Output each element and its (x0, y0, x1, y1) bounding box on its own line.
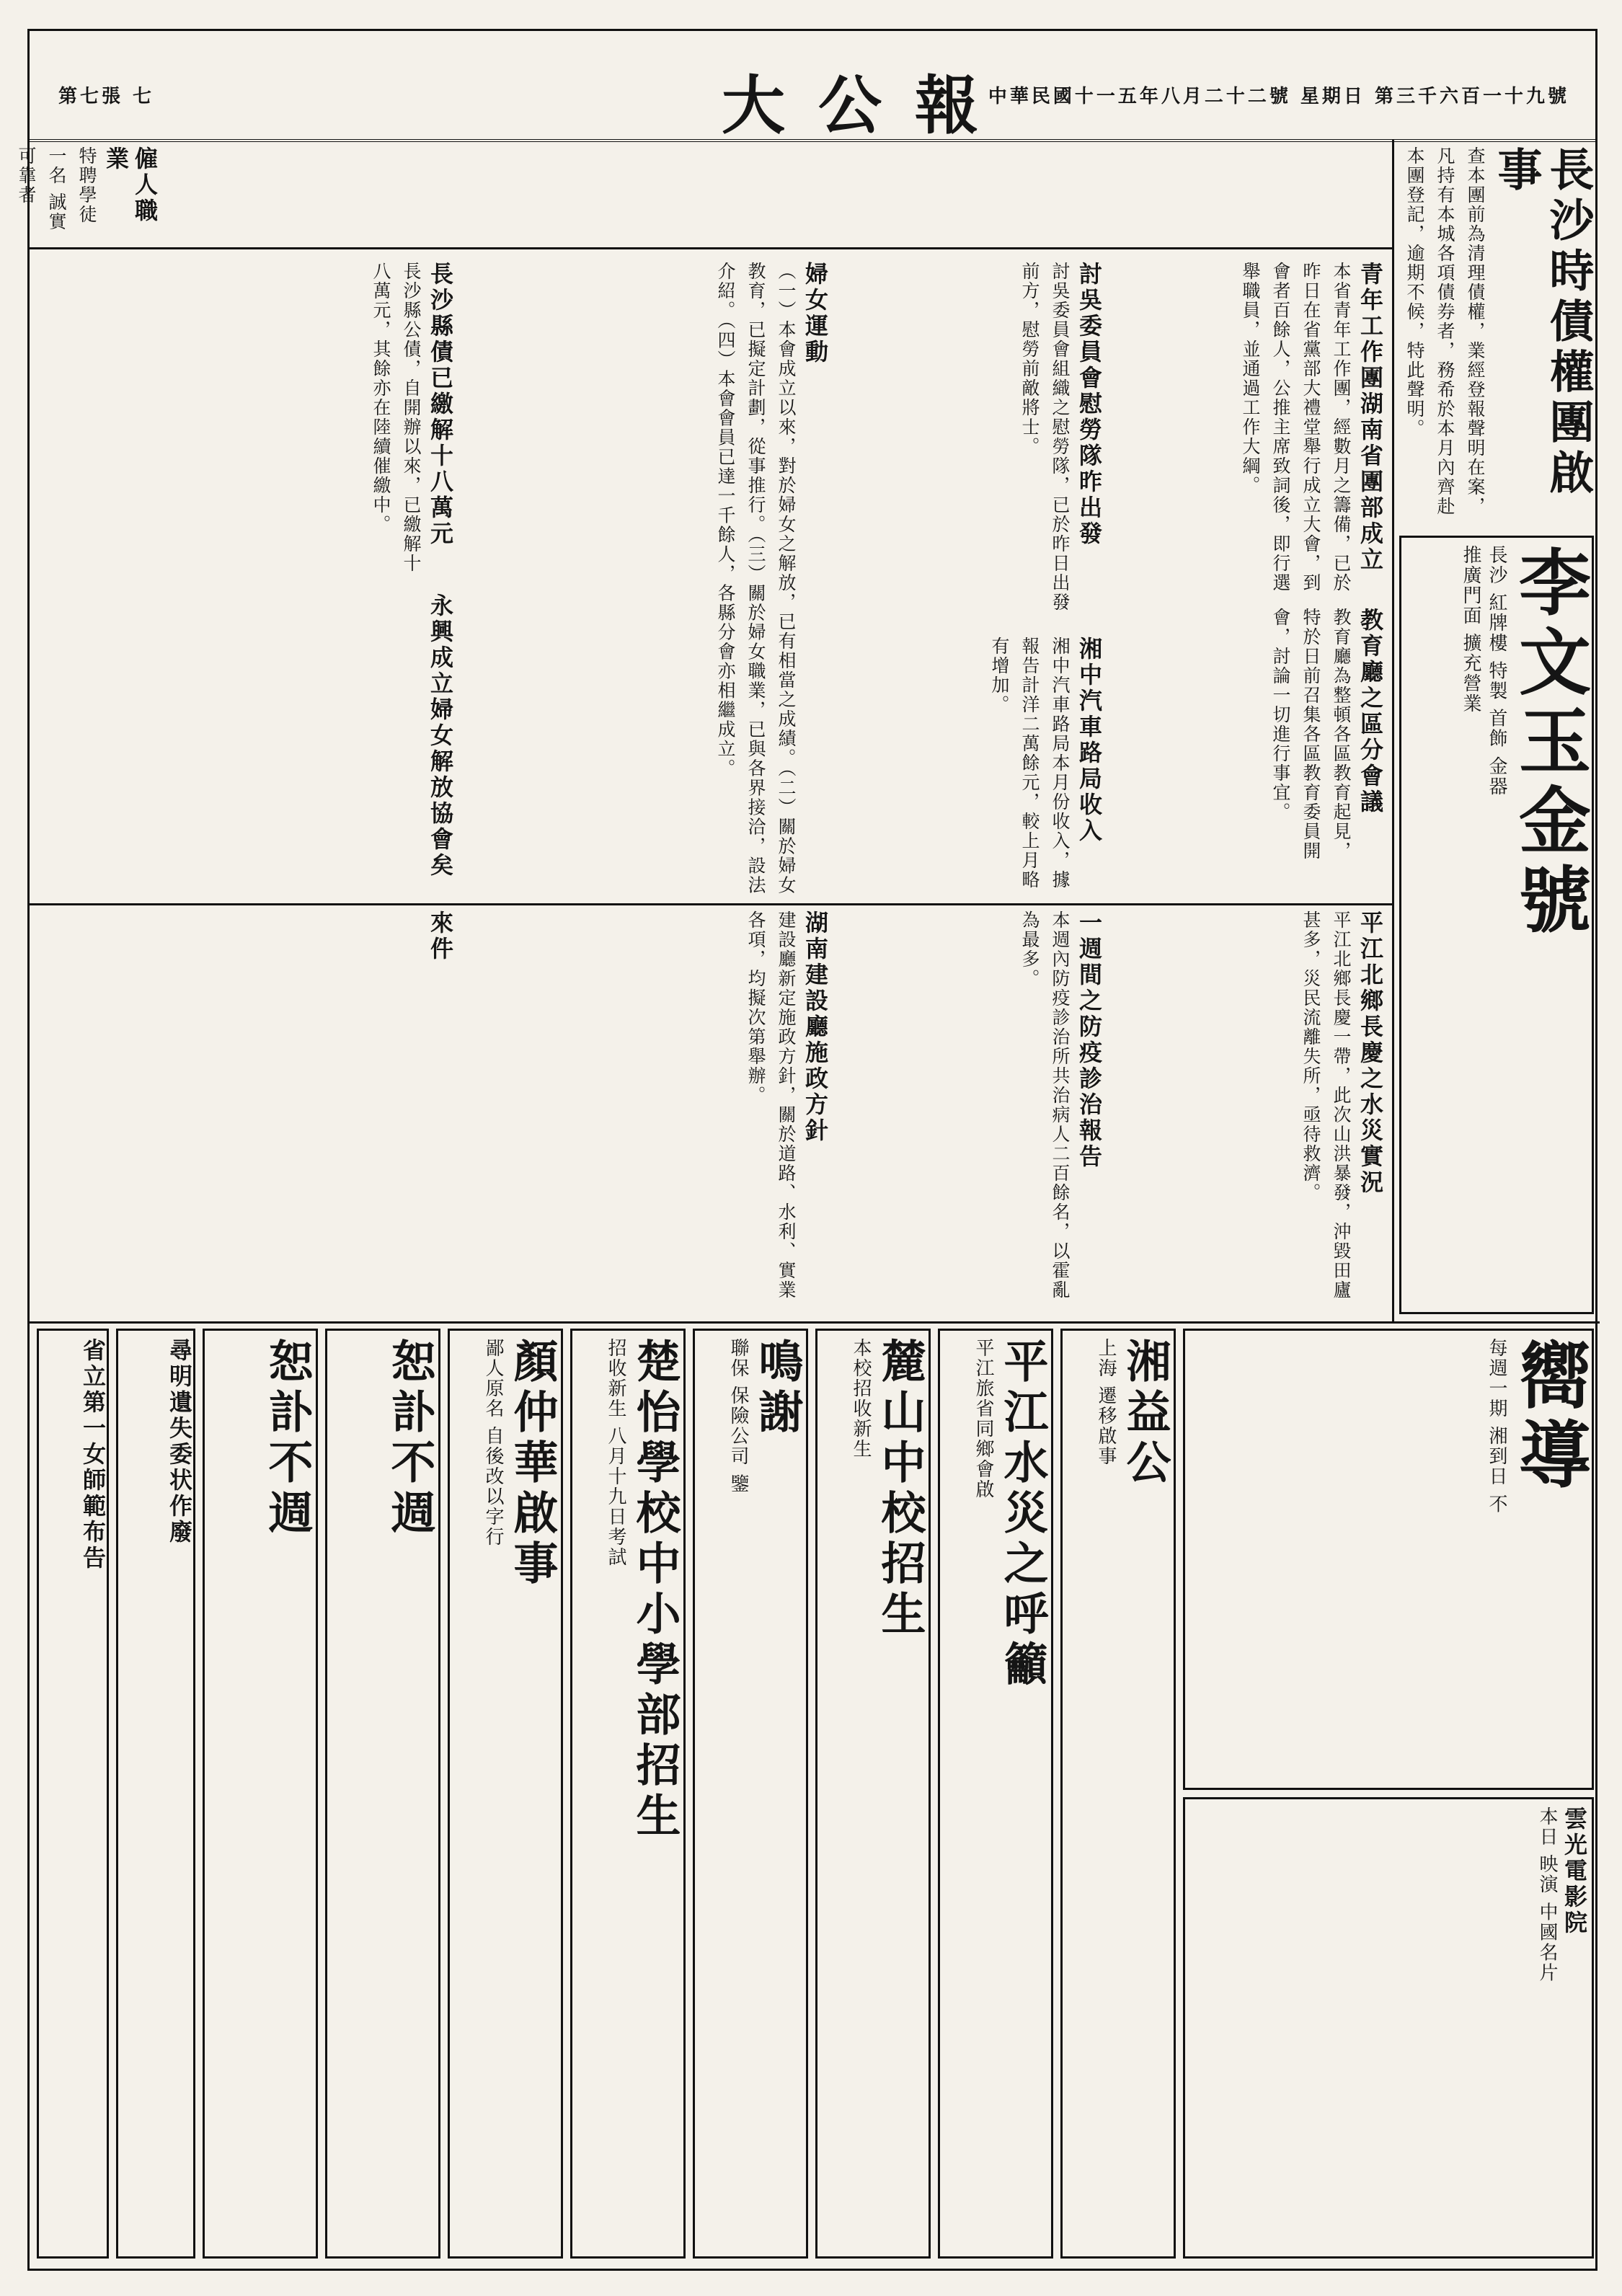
article-feature-body: （一）本會成立以來，對於婦女之解放，已有相當之成績。（二）關於婦女教育，已擬定計劃，從事推行。（三）關於婦女職業，已與各界接洽，設法介紹。（四）本會會員已達一千餘人，各縣分會亦相繼成立。 (715, 262, 797, 895)
ad-obituary-1-title: 恕訃不週 (384, 1338, 436, 1540)
ad-cinema-sub: 本日 映演 中國名片 (1536, 1807, 1558, 1983)
date-text: 中華民國十一五年八月二十二號 星期日 (988, 86, 1365, 107)
article-womens-association (58, 593, 455, 896)
article-car-revenue (837, 637, 1104, 896)
ad-lost-inner (122, 1338, 194, 2253)
article-jobs-headline: 僱人職業 (102, 146, 159, 224)
ad-obituary-2-title: 恕訃不週 (261, 1338, 314, 1540)
article-flood-headline: 平江北鄉長慶之水災實況 (1357, 910, 1384, 1196)
section-label: 第七張 七 (58, 86, 155, 107)
article-debt-body: 查本團前為清理債權，業經登報聲明在案，凡持有本城各項債券者，務希於本月內齊赴本團登記，逾期不候，特此聲明。 (1404, 146, 1486, 516)
article-car-headline: 湘中汽車路局收入 (1076, 637, 1103, 844)
article-comfort-body: 討吳委員會組織之慰勞隊，已於昨日出發前方，慰勞前敵將士。 (1019, 262, 1071, 612)
ad-thanks (693, 1329, 808, 2259)
article-bond-body: 長沙縣公債，自開辦以來，已繳解十八萬元，其餘亦在陸續催繳中。 (371, 262, 422, 573)
ad-xiangyi-title: 湘益公 (1119, 1338, 1171, 1489)
ad-xiangyi-sub: 上海 遷移啟事 (1095, 1338, 1117, 1467)
rule-right-column (1392, 139, 1394, 1321)
ad-lushan-sub: 本校招收新生 (850, 1338, 872, 1459)
ad-guide-weekly (1183, 1329, 1594, 1790)
ad-gold-inner (1409, 545, 1592, 1302)
article-youth-headline: 青年工作團湖南省團部成立 (1357, 262, 1384, 573)
article-construction-headline: 湖南建設廳施政方針 (802, 910, 829, 1144)
ad-xiangyi-inner (1070, 1338, 1171, 2253)
article-jobs-body: 特聘學徒一名 誠實可靠者 (16, 146, 97, 231)
ad-cinema-inner (1192, 1807, 1589, 2253)
article-comfort-headline: 討吳委員會慰勞隊昨出發 (1076, 262, 1103, 547)
article-bond (58, 262, 455, 579)
ad-obituary-1-inner (334, 1338, 435, 2253)
ad-chuyi-inner (580, 1338, 681, 2253)
ad-cinema-title: 雲光電影院 (1561, 1807, 1588, 1936)
ad-thanks-inner (702, 1338, 803, 2253)
article-jobs (16, 146, 159, 240)
ad-gold-shop (1399, 536, 1594, 1314)
article-youth-body: 本省青年工作團，經數月之籌備，已於昨日在省黨部大禮堂舉行成立大會，到會者百餘人，公推主席致詞後，即行選舉職員，並通過工作大綱。 (1240, 262, 1352, 593)
ad-xiangyi (1060, 1329, 1176, 2259)
ad-lost-title: 尋明遺失委状作廢 (166, 1338, 193, 1546)
ad-thanks-title: 鳴謝 (751, 1338, 804, 1439)
ad-normal-school (37, 1329, 109, 2259)
ad-lushan-school (815, 1329, 931, 2259)
ad-obituary-1 (325, 1329, 440, 2259)
ad-pingjiang-title: 平江水災之呼籲 (996, 1338, 1049, 1691)
rule-middle (30, 903, 1392, 905)
article-epidemic-body: 本週內防疫診治所共治病人二百餘名，以霍亂為最多。 (1019, 910, 1071, 1300)
ad-name-change-inner (457, 1338, 558, 2253)
newspaper-title: 大公報 (722, 68, 1012, 143)
article-debt-notice (1399, 146, 1594, 521)
rule-ads-top (30, 1321, 1600, 1324)
ad-guide-title: 嚮導 (1507, 1338, 1592, 1497)
article-incoming-headline: 來件 (427, 910, 454, 962)
article-car-body: 湘中汽車路局本月份收入，據報告計洋二萬餘元，較上月略有增加。 (989, 637, 1071, 890)
article-womens-headline: 永興成立婦女解放協會矣 (427, 593, 454, 879)
ad-lushan-inner (825, 1338, 926, 2253)
ad-pingjiang-sub: 平江旅省同鄉會啟 (972, 1338, 994, 1499)
ad-thanks-sub: 聯保 保險公司 鑒 (727, 1338, 749, 1494)
masthead (30, 31, 1595, 142)
issue-number: 第三千六百一十九號 (1374, 86, 1569, 107)
article-comfort-team (837, 262, 1104, 622)
ad-pingjiang-inner (947, 1338, 1048, 2253)
article-education (1111, 608, 1385, 867)
ad-normal-inner (43, 1338, 107, 2253)
article-flood-body: 平江北鄉長慶一帶，此次山洪暴發，沖毀田廬甚多，災民流離失所，亟待救濟。 (1300, 910, 1352, 1300)
article-education-headline: 教育廳之區分會議 (1357, 608, 1384, 815)
ad-lushan-title: 麓山中校招生 (874, 1338, 926, 1641)
ad-lost-notice (116, 1329, 195, 2259)
article-bond-headline: 長沙縣債已繳解十八萬元 (427, 262, 454, 547)
ad-guide-inner (1192, 1338, 1592, 1785)
ad-pingjiang-flood (938, 1329, 1053, 2259)
ad-name-change (448, 1329, 563, 2259)
article-feature-headline: 婦女運動 (802, 262, 829, 365)
article-flood (1111, 910, 1385, 1314)
ad-name-change-sub: 鄙人原名 自後改以字行 (482, 1338, 504, 1548)
article-incoming (58, 910, 455, 1314)
ad-gold-title: 李文玉金號 (1507, 545, 1592, 941)
date-line (988, 81, 1569, 108)
ad-obituary-2 (203, 1329, 318, 2259)
rule-top (30, 247, 1392, 249)
ad-gold-sub: 長沙 紅牌樓 特製 首飾 金器 (1486, 545, 1507, 797)
ad-obituary-2-inner (212, 1338, 313, 2253)
article-epidemic (837, 910, 1104, 1314)
article-education-body: 教育廳為整頓各區教育起見，特於日前召集各區教育委員開會，討論一切進行事宜。 (1270, 608, 1352, 861)
article-youth (1111, 262, 1385, 593)
newspaper-page (16, 29, 1597, 2271)
ad-gold-side: 推廣門面 擴充營業 (1460, 545, 1481, 714)
ad-normal-title: 省立第一女師範布告 (79, 1338, 107, 1572)
ad-chuyi-sub: 招收新生 八月十九日考試 (605, 1338, 626, 1568)
article-construction (462, 910, 830, 1314)
article-construction-body: 建設廳新定施政方針，關於道路、水利、實業各項，均擬次第舉辦。 (745, 910, 797, 1300)
article-feature (462, 262, 830, 896)
article-epidemic-headline: 一週間之防疫診治報告 (1076, 910, 1103, 1170)
article-debt-headline: 長沙時債權團啟事 (1490, 146, 1595, 500)
ad-guide-sub: 每週一期 湘到日 不 (1486, 1338, 1507, 1515)
ad-cinema (1183, 1797, 1594, 2259)
ad-chuyi-school (570, 1329, 686, 2259)
ad-chuyi-title: 楚怡學校中小學部招生 (629, 1338, 681, 1843)
ad-name-change-title: 顏仲華啟事 (506, 1338, 559, 1590)
